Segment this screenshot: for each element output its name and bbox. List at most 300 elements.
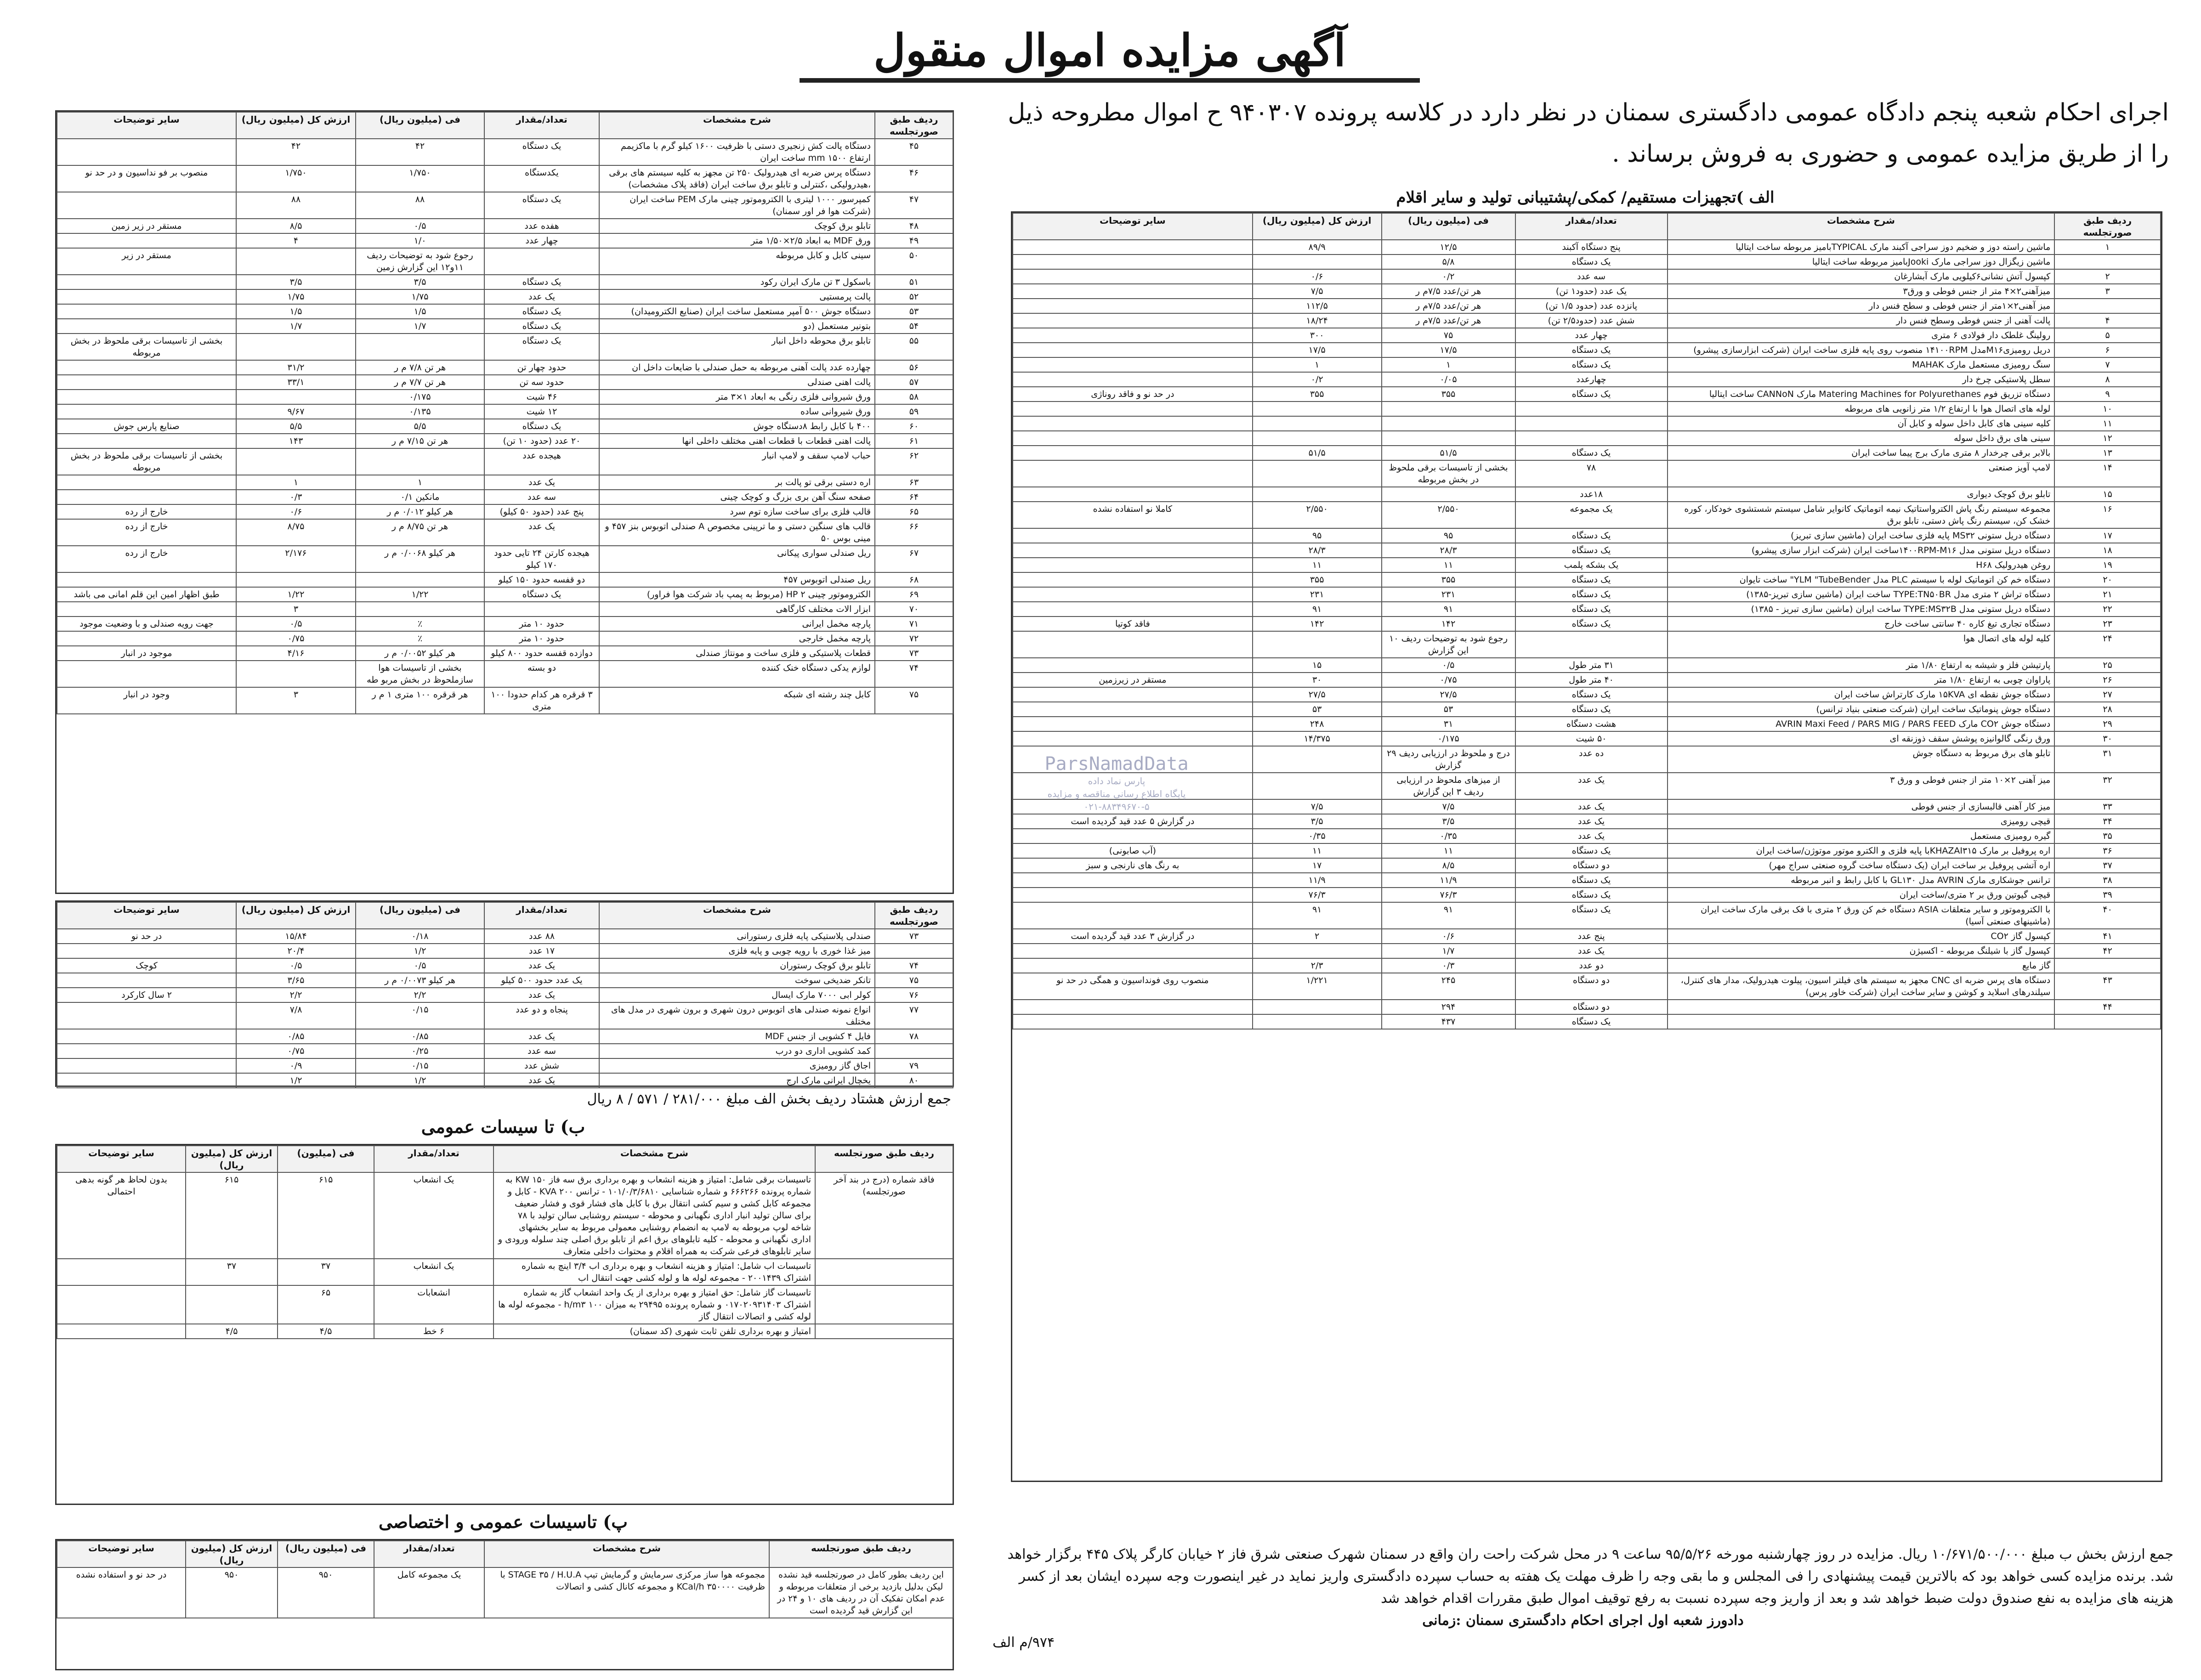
table-cell: ۲ سال کارکرد xyxy=(57,988,236,1002)
table-cell: ۵۶ xyxy=(875,360,953,375)
table-row xyxy=(1013,658,2161,673)
table-cell: ۱۲ شیت xyxy=(484,404,599,419)
table-cell xyxy=(1382,487,1515,502)
table-cell: پالت اهنی قطعات با قطعات اهنی مختلف داخلی انها xyxy=(599,434,875,448)
table-row xyxy=(1013,416,2161,431)
table-cell: تاسیسات گاز شامل: حق امتیاز و بهره برداری از یک واحد انشعاب گاز به شماره اشتراک ۰۱۷۰۲۰۹۳۱۴۰۳ و شماره پرونده ۲۹۴۹۵ به میزان ۱۰۰ h/m۳ - مجموعه لوله ها لوله کشی و اتصالات انتقال گاز xyxy=(494,1285,815,1324)
table-cell: مستقر در زیرزمین xyxy=(1013,673,1253,687)
table-cell xyxy=(1013,240,1253,255)
table-cell: یک دستگاه xyxy=(1515,343,1668,357)
table-cell: صندلی پلاستیکی پایه فلزی رستورانی xyxy=(599,929,875,944)
column-header: سایر توضیحات xyxy=(57,112,236,139)
table-cell xyxy=(875,1044,953,1058)
table-cell: ۲۴۵ xyxy=(1382,973,1515,1000)
table-cell: ۳ xyxy=(236,687,356,714)
table-cell: یک عدد xyxy=(484,988,599,1002)
section-a-cont-table xyxy=(57,902,953,1088)
table-row xyxy=(57,572,953,587)
table-cell: ۸۸ xyxy=(236,192,356,219)
table-cell xyxy=(57,139,236,165)
table-cell: ۴۴ xyxy=(2054,1000,2161,1014)
table-row xyxy=(57,419,953,434)
table-cell: یک عدد xyxy=(1515,799,1668,814)
table-cell: کمپرسور ۱۰۰۰ لیتری با الکتروموتور چینی مارک PEM ساخت ایران (شرکت هوا فر اور سمنان) xyxy=(599,192,875,219)
table-cell: خارج از رده xyxy=(57,504,236,519)
table-row xyxy=(57,1285,953,1324)
table-cell: دستگاه دریل ستونی MS۳۲ پایه فلزی ساخت ایران (ماشین سازی تبریز) xyxy=(1668,528,2055,543)
table-cell: ۸/۵ xyxy=(1382,858,1515,873)
table-cell: ۷/۵ xyxy=(1253,799,1382,814)
table-cell xyxy=(1013,299,1253,313)
table-cell: ۲/۱۷۶ xyxy=(236,546,356,572)
table-cell: ۱۱ xyxy=(1382,843,1515,858)
table-cell: ۸۸ عدد xyxy=(484,929,599,944)
table-cell: ۰/۰۵ xyxy=(1382,372,1515,387)
table-cell: سطل پلاستیکی چرخ دار xyxy=(1668,372,2055,387)
table-cell: یک عدد xyxy=(484,475,599,490)
table-cell: ۷۸ xyxy=(875,1029,953,1044)
table-cell: کابل چند رشته ای شبکه xyxy=(599,687,875,714)
table-cell: یک بشکه پلمب xyxy=(1515,558,1668,572)
table-cell: ۱۴۲ xyxy=(1253,617,1382,631)
table-cell: میز کار آهنی قالبسازی از جنس فوطی xyxy=(1668,799,2055,814)
table-cell xyxy=(57,1029,236,1044)
table-cell: یک دستگاه xyxy=(1515,702,1668,717)
table-cell: مستقر در زیر xyxy=(57,248,236,275)
table-cell: یک مجموعه xyxy=(1515,502,1668,528)
table-cell: ۰/۱۷۵ xyxy=(356,390,484,404)
table-cell: ۵۷ xyxy=(875,375,953,390)
table-row xyxy=(57,602,953,617)
table-cell: ۷۶/۳ xyxy=(1253,888,1382,902)
table-cell: ۳/۵ xyxy=(1253,814,1382,829)
table-cell: یک دستگاه xyxy=(1515,543,1668,558)
column-header: تعداد/مقدار xyxy=(374,1541,484,1567)
section-a-right-wrap xyxy=(55,110,954,894)
table-cell: ۸۰ xyxy=(875,1073,953,1088)
table-row xyxy=(57,1324,953,1339)
table-cell: ۹۱ xyxy=(1253,902,1382,929)
table-row xyxy=(1013,255,2161,269)
column-header: سایر توضیحات xyxy=(57,902,236,929)
table-cell: ۰/۱۵ xyxy=(356,1002,484,1029)
table-row xyxy=(57,448,953,475)
table-cell: پارچه مخمل ایرانی xyxy=(599,617,875,631)
table-cell: کولر ابی ۷۰۰۰ مارک ایسال xyxy=(599,988,875,1002)
table-cell: ورق رنگی گالوانیزه پوشش سقف ذوزنقه ای xyxy=(1668,731,2055,746)
table-row xyxy=(1013,313,2161,328)
table-cell: ۹۵ xyxy=(1382,528,1515,543)
table-cell: ۷/۸ xyxy=(236,1002,356,1029)
table-cell: ۹۵۰ xyxy=(186,1567,278,1618)
table-cell: دستگاه دریل ستونی مدل TYPE:MS۳۲B ساخت ایران (ماشین سازی تبریز - ۱۳۸۵) xyxy=(1668,602,2055,617)
table-row xyxy=(57,687,953,714)
table-cell xyxy=(1013,284,1253,299)
table-cell xyxy=(356,448,484,475)
table-cell xyxy=(1013,572,1253,587)
table-cell: ۴۰ متر طول xyxy=(1515,673,1668,687)
table-row xyxy=(1013,1014,2161,1029)
table-cell: دستگاه جوش پنوماتیک ساخت ایران (شرکت صنعتی بنیاد ترانس) xyxy=(1668,702,2055,717)
table-cell: حدود ۱۰ متر xyxy=(484,617,599,631)
table-cell: ۴۲ xyxy=(236,139,356,165)
table-cell: ۳/۶۵ xyxy=(236,973,356,988)
table-cell: ۴۳ xyxy=(2054,973,2161,1000)
table-cell xyxy=(815,1285,953,1324)
table-cell xyxy=(1253,631,1382,658)
table-cell: ۲/۲ xyxy=(356,988,484,1002)
table-cell: ۹۱ xyxy=(1253,602,1382,617)
table-cell xyxy=(1013,431,1253,446)
table-cell: ۱/۷۵ xyxy=(236,289,356,304)
table-cell: ۱۴۳ xyxy=(236,434,356,448)
table-row xyxy=(1013,1000,2161,1014)
table-cell: ۳/۵ xyxy=(236,275,356,289)
table-cell: ۵۱ xyxy=(875,275,953,289)
column-header: تعداد/مقدار xyxy=(484,902,599,929)
table-cell: ۴۵ xyxy=(875,139,953,165)
table-cell: ۴۶ شیت xyxy=(484,390,599,404)
table-cell xyxy=(57,661,236,687)
column-header: سایر توضیحات xyxy=(57,1146,186,1172)
table-cell: پاراوان چوبی به ارتفاع ۱/۸۰ متر xyxy=(1668,673,2055,687)
column-header: شرح مشخصات xyxy=(599,902,875,929)
table-row xyxy=(57,319,953,334)
table-row xyxy=(57,929,953,944)
table-cell xyxy=(356,334,484,360)
table-cell: ۶۹ xyxy=(875,587,953,602)
table-cell: فاقد شماره (درج در بند آخر صورتجلسه) xyxy=(815,1172,953,1259)
table-cell: ۱۵/۸۴ xyxy=(236,929,356,944)
table-cell: ۷۳ xyxy=(875,646,953,661)
table-cell: یک دستگاه xyxy=(484,275,599,289)
table-cell: ۷ xyxy=(2054,357,2161,372)
table-cell: لوازم یدکی دستگاه خنک کننده xyxy=(599,661,875,687)
table-cell: ۶ xyxy=(2054,343,2161,357)
table-cell: چهار عدد xyxy=(484,233,599,248)
table-cell: اره آتشی پروفیل بر ساخت ایران (یک دستگاه ساخت گروه صنعتی سراج مهر) xyxy=(1668,858,2055,873)
table-cell: رولینگ غلطک دار فولادی ۶ متری xyxy=(1668,328,2055,343)
table-cell: یک دستگاه xyxy=(1515,357,1668,372)
table-cell: یک دستگاه xyxy=(1515,873,1668,888)
table-cell: مانکین ۰/۱ xyxy=(356,490,484,504)
table-cell: ۱/۲۲۱ xyxy=(1253,973,1382,1000)
table-cell xyxy=(57,1259,186,1285)
table-cell: هر تن ۷/۸ م ر xyxy=(356,360,484,375)
table-cell: درج و ملحوظ در ارزیابی ردیف ۲۹ گزارش xyxy=(1382,746,1515,773)
table-cell xyxy=(1382,431,1515,446)
table-cell: کمد کشویی اداری دو درب xyxy=(599,1044,875,1058)
column-header: سایر توضیحات xyxy=(1013,213,1253,240)
table-cell xyxy=(1013,702,1253,717)
table-row xyxy=(1013,617,2161,631)
table-cell xyxy=(1253,1014,1382,1029)
table-cell: ۷۱ xyxy=(875,617,953,631)
table-cell: طبق اظهار امین این قلم امانی می باشد xyxy=(57,587,236,602)
table-cell: یک دستگاه xyxy=(484,192,599,219)
table-cell: ۲۰ عدد (حدود ۱۰ تن) xyxy=(484,434,599,448)
table-cell: ۷۵ xyxy=(1382,328,1515,343)
table-cell: ۱۷ xyxy=(1253,858,1382,873)
table-cell: ۱۸/۲۴ xyxy=(1253,313,1382,328)
table-cell: ۰/۸۵ xyxy=(356,1029,484,1044)
table-cell: ۵۳ xyxy=(1382,702,1515,717)
table-cell: پنج دستگاه آکبند xyxy=(1515,240,1668,255)
watermark-lines xyxy=(1020,775,1213,813)
table-cell xyxy=(57,490,236,504)
table-cell: اجاق گاز رومیزی xyxy=(599,1058,875,1073)
column-header: ارزش کل (میلیون ریال) xyxy=(236,902,356,929)
table-cell: منصوب روی فونداسیون و همگی در حد نو xyxy=(1013,973,1253,1000)
table-cell: ۳۵ xyxy=(2054,829,2161,843)
table-cell: ۳/۵ xyxy=(356,275,484,289)
table-cell xyxy=(1253,773,1382,799)
table-row xyxy=(57,631,953,646)
table-cell: یک عدد xyxy=(1515,773,1668,799)
page-title: آگهی مزایده اموال منقول xyxy=(800,23,1420,83)
table-row xyxy=(57,587,953,602)
column-header: تعداد/مقدار xyxy=(374,1146,494,1172)
table-cell xyxy=(57,233,236,248)
table-cell: ۵۵ xyxy=(875,334,953,360)
table-cell xyxy=(356,572,484,587)
table-cell: مستقر در زیر زمین xyxy=(57,219,236,233)
table-cell: سینی های برق داخل سوله xyxy=(1668,431,2055,446)
table-row xyxy=(57,519,953,546)
table-cell: حباب لامپ سقف و لامپ انبار xyxy=(599,448,875,475)
table-cell: ۰/۷۵ xyxy=(236,631,356,646)
table-cell xyxy=(1668,1000,2055,1014)
table-cell: ۱/۷ xyxy=(236,319,356,334)
table-cell xyxy=(815,1259,953,1285)
table-cell: یک دستگاه xyxy=(1515,587,1668,602)
section-a-table xyxy=(1012,213,2161,1029)
table-row xyxy=(1013,240,2161,255)
table-row xyxy=(1013,973,2161,1000)
table-cell: ۴ xyxy=(236,233,356,248)
table-cell: ۶۲ xyxy=(875,448,953,475)
table-row xyxy=(57,1172,953,1259)
table-cell: ۲۱ xyxy=(2054,587,2161,602)
table-row xyxy=(57,504,953,519)
table-cell: ۴۶ xyxy=(875,165,953,192)
table-cell: ۴۸ xyxy=(875,219,953,233)
table-cell xyxy=(57,192,236,219)
table-cell: منصوب بر فو نداسیون و در حد نو xyxy=(57,165,236,192)
table-cell: ۰/۵ xyxy=(1382,658,1515,673)
table-row xyxy=(1013,431,2161,446)
table-cell: دو دستگاه xyxy=(1515,1000,1668,1014)
table-cell: ۳۵۵ xyxy=(1382,572,1515,587)
column-header: شرح مشخصات xyxy=(484,1541,769,1567)
table-cell: ۱۱ xyxy=(1253,558,1382,572)
table-cell: ۳۱ متر طول xyxy=(1515,658,1668,673)
table-cell: ۲۲ xyxy=(2054,602,2161,617)
table-cell: شش عدد xyxy=(484,1058,599,1073)
table-cell: لامپ آویز صنعتی xyxy=(1668,460,2055,487)
table-cell: ۱۷ xyxy=(2054,528,2161,543)
table-cell: دستگاه دریل ستونی مدل ۱۴۰۰RPM-M۱۶ساخت ایران (شرکت ابزار سازی پیشرو) xyxy=(1668,543,2055,558)
column-header: شرح مشخصات xyxy=(494,1146,815,1172)
table-cell: تابلو برق محوطه داخل انبار xyxy=(599,334,875,360)
table-cell: ۰/۹ xyxy=(236,1058,356,1073)
table-cell xyxy=(1013,528,1253,543)
table-cell: ۴۱ xyxy=(2054,929,2161,944)
table-cell: پارچه مخمل خارجی xyxy=(599,631,875,646)
table-cell: ۵۳ xyxy=(1253,702,1382,717)
table-cell: یک انشعاب xyxy=(374,1259,494,1285)
table-row xyxy=(1013,460,2161,487)
table-cell: ۱۴ xyxy=(2054,460,2161,487)
table-cell xyxy=(2054,1014,2161,1029)
table-cell xyxy=(1013,902,1253,929)
table-cell: ۱/۷۵۰ xyxy=(236,165,356,192)
table-cell: یک مجموعه کامل xyxy=(374,1567,484,1618)
table-cell: ۱۶ xyxy=(2054,502,2161,528)
table-cell xyxy=(1013,587,1253,602)
table-cell: یک دستگاه xyxy=(1515,572,1668,587)
table-cell: دستگاه تزریق فوم Matering Machines for Polyurethanes مارک CANNoN ساخت ایتالیا xyxy=(1668,387,2055,402)
table-cell: ۱۹ xyxy=(2054,558,2161,572)
table-cell xyxy=(57,1044,236,1058)
table-cell: ریل صندلی سواری پیکانی xyxy=(599,546,875,572)
table-cell xyxy=(1253,255,1382,269)
table-cell xyxy=(1253,416,1382,431)
table-cell: ۷۹ xyxy=(875,1058,953,1073)
table-cell: هر تن ۸/۷۵ م ر xyxy=(356,519,484,546)
table-cell: ۲۷ xyxy=(2054,687,2161,702)
table-cell: یک عدد xyxy=(484,1029,599,1044)
table-cell: ۹۵ xyxy=(1253,528,1382,543)
column-header: ردیف طبق صورتجلسه xyxy=(875,902,953,929)
table-cell: ترانس جوشکاری مارک AVRIN مدل GL۱۳۰ با کابل رابط و انبر مربوطه xyxy=(1668,873,2055,888)
table-cell xyxy=(1013,255,1253,269)
table-row xyxy=(1013,902,2161,929)
table-cell: ۱۱/۹ xyxy=(1253,873,1382,888)
table-cell: یک دستگاه xyxy=(1515,687,1668,702)
table-row xyxy=(57,390,953,404)
table-cell: هر کیلو ۰/۰۰۷۳ م ر xyxy=(356,973,484,988)
table-cell: ۲۹ xyxy=(2054,717,2161,731)
table-cell: ۳۵۵ xyxy=(1382,387,1515,402)
section-a-title: الف )تجهیزات مستقیم/ کمکی/پشتیبانی تولید و سایر اقلام xyxy=(1396,188,1775,207)
table-cell xyxy=(57,1285,186,1324)
table-cell: ۲/۵۵۰ xyxy=(1382,502,1515,528)
column-header: فی (میلیون ریال) xyxy=(278,1541,374,1567)
table-cell: ۵۰ شیت xyxy=(1515,731,1668,746)
table-row xyxy=(1013,717,2161,731)
table-cell: ابزار الات مختلف کارگاهی xyxy=(599,602,875,617)
table-cell: مجموعه سیستم رنگ پاش الکترواستاتیک نیمه اتوماتیک کانوایر شامل سیستم شستشوی خودکار، کوره خشک کن، سیستم رنگ پاش دستی، تابلو برق xyxy=(1668,502,2055,528)
table-cell: ۳۴ xyxy=(2054,814,2161,829)
table-cell: قیچی رومیزی xyxy=(1668,814,2055,829)
table-row xyxy=(1013,502,2161,528)
table-row xyxy=(57,304,953,319)
table-cell: ۰/۱۸ xyxy=(356,929,484,944)
column-header: ارزش کل (میلیون ریال) xyxy=(1253,213,1382,240)
table-cell: ۰/۳۵ xyxy=(1382,829,1515,843)
table-cell: (آب صابونی) xyxy=(1013,843,1253,858)
table-cell: ۰/۳ xyxy=(1382,958,1515,973)
table-cell xyxy=(1253,402,1382,416)
table-row xyxy=(57,233,953,248)
table-row xyxy=(57,1029,953,1044)
table-cell: از میزهای ملحوظ در ارزیابی ردیف ۳ این گزارش xyxy=(1382,773,1515,799)
table-cell xyxy=(1668,1014,2055,1029)
table-row xyxy=(1013,372,2161,387)
table-cell: بتونیر مستعمل (دو xyxy=(599,319,875,334)
table-cell: دستگاه خم کن اتوماتیک لوله با سیستم PLC مدل YLM "TubeBender" ساخت تایوان xyxy=(1668,572,2055,587)
table-row xyxy=(1013,558,2161,572)
table-cell xyxy=(815,1324,953,1339)
table-cell: ۷۴ xyxy=(875,958,953,973)
table-cell: ۳ xyxy=(236,602,356,617)
table-cell: ۲۸/۳ xyxy=(1382,543,1515,558)
table-cell: یک دستگاه xyxy=(1515,902,1668,929)
watermark-line: پارس نماد داده xyxy=(1088,775,1146,786)
table-cell: ۱۸ xyxy=(2054,543,2161,558)
column-header: ردیف طبق صورتجلسه xyxy=(815,1146,953,1172)
watermark-line: پایگاه اطلاع رسانی مناقصه و مزایده xyxy=(1047,788,1186,799)
table-row xyxy=(1013,269,2161,284)
table-cell: در گزارش ۳ عدد قید گردیده است xyxy=(1013,929,1253,944)
table-cell: قالب های سنگین دستی و ما ترپینی مخصوص A صندلی اتوبوس بنز ۴۵۷ و مینی بوس ۵۰ xyxy=(599,519,875,546)
table-cell: ۰/۸۵ xyxy=(236,1029,356,1044)
table-cell: بخشی از تاسیسات برقی ملحوظ در بخش مربوطه xyxy=(57,448,236,475)
table-cell: ۱۱ xyxy=(1253,843,1382,858)
table-cell: ۹/۶۷ xyxy=(236,404,356,419)
table-cell: ۸۸ xyxy=(356,192,484,219)
table-cell: ۳ قرقره هر کدام حدودا ۱۰۰ متری xyxy=(484,687,599,714)
table-cell xyxy=(236,448,356,475)
table-cell: ۰/۷۵ xyxy=(1382,673,1515,687)
table-cell xyxy=(57,275,236,289)
table-cell: حدود سه تن xyxy=(484,375,599,390)
table-cell: هر تن/عدد ۷/۵م ر xyxy=(1382,299,1515,313)
table-cell: مجموعه هوا ساز مرکزی سرمایش و گرمایش تیپ STAGE ۳۵ / H.U.A با ظرفیت ۳۵۰۰۰۰ KCal/h و مجموعه کانال کشی و اتصالات xyxy=(484,1567,769,1618)
table-cell xyxy=(1013,460,1253,487)
table-cell: ۱۱۲/۵ xyxy=(1253,299,1382,313)
table-cell: پانزده عدد (حدود ۱/۵ تن) xyxy=(1515,299,1668,313)
table-cell: یک انشعاب xyxy=(374,1172,494,1259)
table-cell: ۲۷/۵ xyxy=(1253,687,1382,702)
table-cell: هر کیلو ۰/۰۰۶۸ م ر xyxy=(356,546,484,572)
table-cell: ۱۷/۵ xyxy=(1382,343,1515,357)
table-cell xyxy=(1013,1014,1253,1029)
table-cell: تاسیسات اب شامل: امتیاز و هزینه انشعاب و بهره برداری اب ۳/۴ اینچ به شماره اشتراک ۲۰۰۱۴۳۹ - مجموعه لوله ها و لوله کشی جهت انتقال اب xyxy=(494,1259,815,1285)
table-row xyxy=(1013,572,2161,587)
table-row xyxy=(57,1567,953,1618)
table-cell: ۷۶/۳ xyxy=(1382,888,1515,902)
table-cell: ۳۱ xyxy=(2054,746,2161,773)
table-cell: یک عدد xyxy=(484,289,599,304)
table-cell xyxy=(1013,416,1253,431)
table-cell: یک عدد xyxy=(484,519,599,546)
table-cell: ۶۳ xyxy=(875,475,953,490)
table-cell: کوچک xyxy=(57,958,236,973)
table-cell: ۴ xyxy=(2054,313,2161,328)
table-cell: هر تن ۷/۷ م ر xyxy=(356,375,484,390)
table-cell: هر تن/عدد ۷/۵م ر xyxy=(1382,284,1515,299)
table-cell xyxy=(484,248,599,275)
table-cell: در حد نو و فاقد روناژی xyxy=(1013,387,1253,402)
table-cell: ۴/۵ xyxy=(278,1324,374,1339)
table-cell: ۱ xyxy=(236,475,356,490)
column-header: فی (میلیون) xyxy=(278,1146,374,1172)
table-cell xyxy=(1013,958,1253,973)
table-cell xyxy=(57,602,236,617)
table-cell: یکدستگاه xyxy=(484,165,599,192)
